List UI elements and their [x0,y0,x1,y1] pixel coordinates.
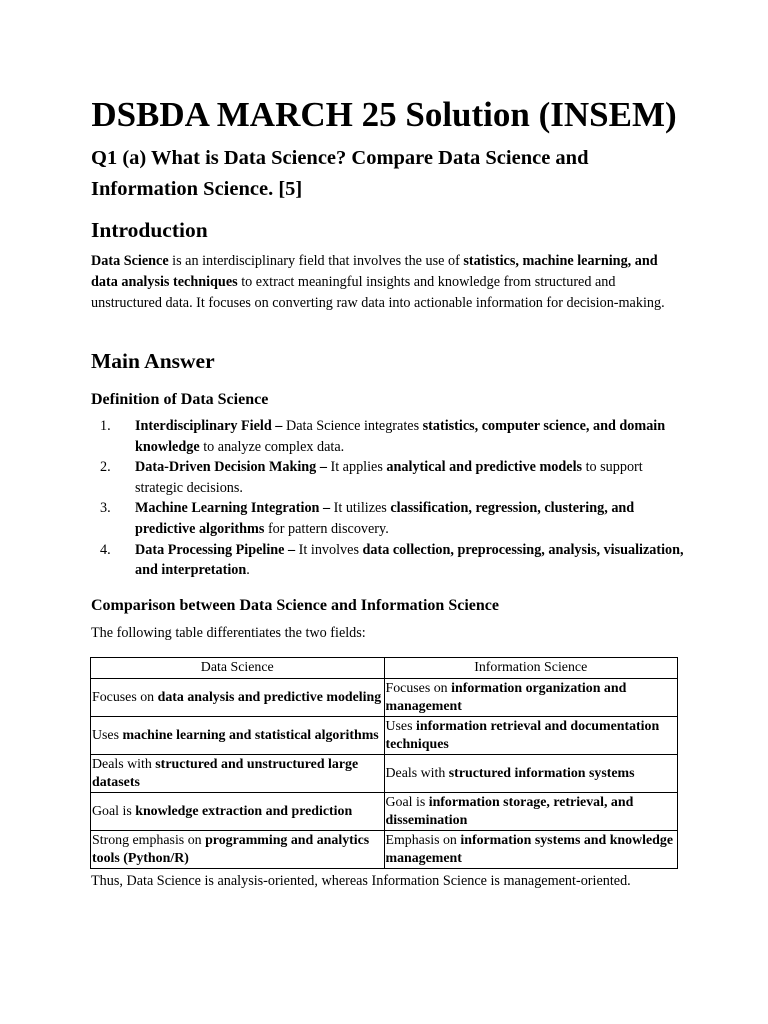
table-cell [91,717,385,755]
cell-bold: information retrieval and documentation techniques [385,719,660,752]
cell-text: Emphasis on [385,833,461,848]
table-cell [384,831,678,869]
table-cell [91,755,385,793]
list-item-text: It applies [326,459,387,476]
cell-bold: knowledge extraction and prediction [135,803,353,819]
list-item-term: Machine Learning Integration – [135,500,331,517]
list-item-text: to analyze complex data. [199,438,345,455]
conclusion-text: Thus, Data Science is analysis-oriented, whereas Information Science is management-oriented. [91,873,631,889]
list-item-number: 4. [100,541,111,558]
table-row [91,717,678,755]
column-header-information-science: Information Science [384,658,678,679]
table-row [91,793,678,831]
list-item-number: 1. [100,418,111,434]
table-row [91,755,678,793]
list-item-bold: analytical and predictive models [386,459,583,476]
list-item-bold: data collection, preprocessing, analysis, visualization, and interpretation [135,541,684,579]
list-item-text: It involves [295,541,363,558]
list-item-text: Data Science integrates [282,418,423,434]
intro-text-2: to extract meaningful insights and knowledge from structured and unstructured data. It focuses on converting raw data into actionable information for decision-making. [91,274,665,311]
cell-text: Goal is [385,795,429,810]
list-item-text: It utilizes [330,500,391,517]
list-item [91,457,691,498]
list-item-bold: statistics, computer science, and domain knowledge [135,418,666,455]
comparison-heading: Comparison between Data Science and Information Science [91,597,499,614]
comparison-intro: The following table differentiates the two fields: [91,625,366,641]
table-cell [91,679,385,717]
intro-text-1: is an interdisciplinary field that involves the use of [168,253,464,269]
cell-bold: data analysis and predictive modeling [157,689,382,705]
list-item-text: to support strategic decisions. [135,459,643,496]
cell-bold: machine learning and statistical algorithms [122,727,379,743]
list-item [91,416,691,457]
list-item [91,498,691,539]
column-header-data-science: Data Science [91,658,385,679]
cell-bold: programming and analytics tools (Python/R) [92,833,370,866]
list-item-term: Data-Driven Decision Making – [135,459,327,476]
cell-text: Focuses on [385,681,452,696]
definition-list [91,416,691,581]
cell-text: Uses [92,727,123,743]
cell-bold: structured information systems [448,765,635,781]
introduction-heading: Introduction [91,218,208,242]
table-row [91,679,678,717]
table-cell [384,679,678,717]
definition-heading: Definition of Data Science [91,391,269,408]
cell-text: Deals with [385,765,449,781]
document-title: DSBDA MARCH 25 Solution (INSEM) [91,95,677,134]
table-header-row [91,658,678,679]
table-cell [91,793,385,831]
cell-bold: structured and unstructured large datasets [92,757,359,790]
cell-text: Strong emphasis on [92,833,206,848]
list-item-number: 3. [100,500,111,517]
list-item-text: for pattern discovery. [264,520,389,537]
main-answer-heading: Main Answer [91,349,215,373]
cell-text: Goal is [92,803,136,819]
intro-bold-text: statistics, machine learning, and data analysis techniques [91,253,658,290]
table-row [91,831,678,869]
cell-text: Focuses on [92,689,158,705]
list-item-term: Data Processing Pipeline – [135,541,296,558]
cell-bold: information systems and knowledge management [385,833,673,866]
table-cell [384,717,678,755]
introduction-paragraph [91,251,681,314]
cell-text: Uses [385,719,416,734]
table-cell [384,793,678,831]
cell-bold: information storage, retrieval, and dissemination [385,795,634,828]
cell-bold: information organization and management [385,681,627,714]
list-item-term: Interdisciplinary Field – [135,418,283,434]
cell-text: Deals with [92,757,156,772]
intro-term: Data Science [91,253,169,269]
comparison-table [90,657,678,869]
list-item-number: 2. [100,459,111,476]
question-heading: Q1 (a) What is Data Science? Compare Data Science and Information Science. [5] [91,147,589,200]
list-item [91,540,691,581]
list-item-text: . [246,562,250,579]
table-cell [384,755,678,793]
table-cell [91,831,385,869]
list-item-bold: classification, regression, clustering, and predictive algorithms [135,500,635,537]
